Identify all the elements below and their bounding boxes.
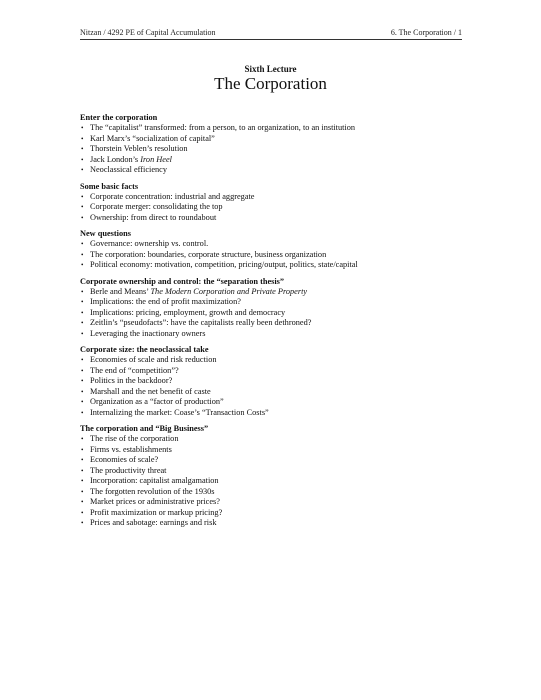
list-item-text: Economies of scale?: [90, 455, 159, 464]
list-item: [80, 318, 465, 329]
bullet-icon: •: [81, 308, 84, 317]
list-item-text: Prices and sabotage: earnings and risk: [90, 518, 217, 527]
list-item: [80, 250, 465, 261]
list-item: [80, 260, 465, 271]
bullet-icon: •: [81, 261, 84, 269]
list-item-text: Corporate merger: consolidating the top: [90, 202, 223, 211]
bullet-icon: •: [81, 498, 84, 506]
list-item: [80, 376, 465, 387]
section-heading: New questions: [80, 229, 131, 238]
list-item: [80, 455, 465, 466]
header-left: Nitzan / 4292 PE of Capital Accumulation: [80, 28, 216, 37]
list-item-text: Leveraging the inactionary owners: [90, 328, 206, 338]
list-item-text: Marshall and the net benefit of caste: [90, 386, 211, 396]
list-item: [80, 329, 465, 340]
list-item-text: Berle and Means’: [90, 286, 151, 296]
list-item: [80, 487, 465, 498]
list-item-text: Organization as a “factor of production”: [90, 397, 224, 406]
list-item: [80, 508, 465, 519]
list-item: [80, 408, 465, 419]
list-item-text: Political economy: motivation, competition, pricing/output, politics, state/capital: [90, 260, 358, 269]
bullet-icon: •: [81, 124, 84, 132]
list-item-italic-title: Iron Heel: [140, 154, 172, 164]
list-item-text: Profit maximization or markup pricing?: [90, 507, 223, 517]
list-item: [80, 202, 465, 213]
list-item: [80, 165, 465, 176]
bullet-icon: •: [81, 487, 84, 496]
bullet-icon: •: [81, 250, 84, 259]
list-item: [80, 434, 465, 445]
bullet-icon: •: [81, 519, 84, 527]
header-rule: [80, 39, 462, 40]
bullet-icon: •: [81, 329, 84, 338]
list-item: [80, 134, 465, 145]
list-item-text: Firms vs. establishments: [90, 444, 172, 454]
bullet-list: [80, 123, 465, 176]
list-item-text: The forgotten revolution of the 1930s: [90, 486, 215, 496]
list-item-text: The end of “competition”?: [90, 365, 179, 375]
bullet-icon: •: [81, 366, 84, 375]
list-item: [80, 366, 465, 377]
outline-section: [80, 345, 465, 418]
bullet-list: [80, 287, 465, 340]
bullet-icon: •: [81, 398, 84, 406]
list-item-text: Thorstein Veblen’s resolution: [90, 144, 188, 153]
list-item: [80, 397, 465, 408]
list-item-text: Zeitlin’s “pseudofacts”: have the capitalists really been dethroned?: [90, 318, 312, 327]
bullet-icon: •: [81, 477, 84, 485]
bullet-list: [80, 239, 465, 271]
list-item: [80, 497, 465, 508]
header-right: 6. The Corporation / 1: [390, 28, 462, 37]
list-item: [80, 355, 465, 366]
list-item: [80, 297, 465, 308]
running-header: [80, 28, 462, 38]
bullet-icon: •: [81, 213, 84, 222]
bullet-icon: •: [81, 456, 84, 464]
section-heading: The corporation and “Big Business”: [80, 424, 209, 433]
outline-section: [80, 182, 465, 224]
list-item: [80, 308, 465, 319]
bullet-icon: •: [81, 377, 84, 385]
outline-section: [80, 229, 465, 271]
list-item: [80, 192, 465, 203]
list-item-text: The “capitalist” transformed: from a person, to an organization, to an institution: [90, 123, 356, 132]
section-heading: Corporate size: the neoclassical take: [80, 345, 209, 354]
bullet-icon: •: [81, 445, 84, 454]
bullet-list: [80, 192, 465, 224]
list-item-text: Implications: the end of profit maximization?: [90, 297, 241, 306]
outline-section: [80, 277, 465, 340]
list-item-italic-title: The Modern Corporation and Private Property: [150, 286, 308, 296]
list-item: [80, 213, 465, 224]
bullet-icon: •: [81, 435, 84, 443]
list-item: [80, 155, 465, 166]
list-item-text: Politics in the backdoor?: [90, 376, 173, 385]
bullet-icon: •: [81, 387, 84, 396]
list-item-text: The corporation: boundaries, corporate structure, business organization: [90, 249, 327, 259]
bullet-icon: •: [81, 203, 84, 211]
list-item-text: Ownership: from direct to roundabout: [90, 212, 217, 222]
outline-section: [80, 424, 465, 529]
bullet-icon: •: [81, 408, 84, 417]
list-item: [80, 476, 465, 487]
bullet-icon: •: [81, 134, 84, 143]
bullet-icon: •: [81, 298, 84, 306]
list-item-text: The productivity threat: [90, 465, 167, 475]
bullet-icon: •: [81, 319, 84, 327]
section-heading: Some basic facts: [80, 181, 139, 191]
bullet-list: [80, 355, 465, 418]
bullet-icon: •: [81, 192, 84, 201]
list-item-text: Incorporation: capitalist amalgamation: [90, 476, 219, 485]
list-item-text: Implications: pricing, employment, growth and democracy: [90, 307, 286, 317]
bullet-icon: •: [81, 145, 84, 153]
bullet-icon: •: [81, 466, 84, 475]
bullet-icon: •: [81, 508, 84, 517]
bullet-icon: •: [81, 240, 84, 248]
bullet-icon: •: [81, 356, 84, 364]
lecture-label: Sixth Lecture: [244, 64, 297, 74]
bullet-icon: •: [81, 287, 84, 296]
section-heading: Enter the corporation: [80, 113, 158, 122]
bullet-icon: •: [81, 166, 84, 174]
page-title: The Corporation: [214, 74, 327, 93]
list-item-text: Corporate concentration: industrial and aggregate: [90, 191, 255, 201]
list-item-text: Governance: ownership vs. control.: [90, 239, 209, 248]
list-item-text: Market prices or administrative prices?: [90, 497, 220, 506]
list-item: [80, 287, 465, 298]
list-item-text: Neoclassical efficiency: [90, 165, 168, 174]
list-item: [80, 144, 465, 155]
section-heading: Corporate ownership and control: the “separation thesis”: [80, 276, 285, 286]
list-item: [80, 123, 465, 134]
list-item-text: The rise of the corporation: [90, 434, 179, 443]
list-item-text: Karl Marx’s “socialization of capital”: [90, 133, 215, 143]
list-item: [80, 518, 465, 529]
bullet-icon: •: [81, 155, 84, 164]
list-item: [80, 466, 465, 477]
list-item: [80, 239, 465, 250]
list-item-text: Internalizing the market: Coase’s “Transaction Costs”: [90, 407, 269, 417]
list-item: [80, 445, 465, 456]
outline-content: [80, 113, 465, 535]
list-item-text: Jack London’s: [90, 154, 141, 164]
bullet-list: [80, 434, 465, 529]
list-item-text: Economies of scale and risk reduction: [90, 355, 217, 364]
outline-section: [80, 113, 465, 176]
list-item: [80, 387, 465, 398]
